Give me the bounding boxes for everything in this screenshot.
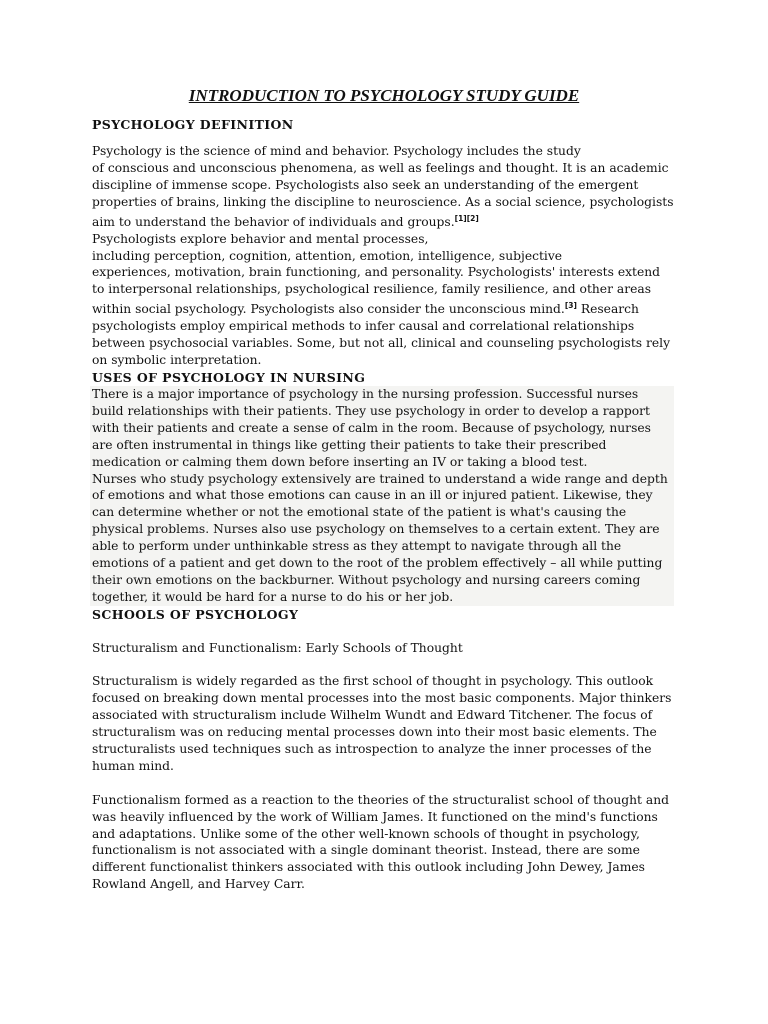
- section-heading-nursing: USES OF PSYCHOLOGY IN NURSING: [92, 369, 366, 385]
- text-line: between psychosocial variables. Some, but not all, clinical and counseling psychologists rely: [92, 336, 671, 351]
- citation-link[interactable]: [3]: [564, 301, 577, 311]
- nursing-paragraph: [90, 386, 674, 606]
- text-line: physical problems. Nurses also use psychology on themselves to a certain extent. They are: [92, 522, 660, 537]
- definition-paragraph: [92, 143, 676, 369]
- text-line: and adaptations. Unlike some of the other well-known schools of thought in psychology,: [92, 826, 640, 841]
- text-line: emotions of a patient and get down to the root of the problem effectively – all while putting: [92, 556, 663, 571]
- text-line: Functionalism formed as a reaction to the theories of the structuralist school of thought and: [92, 792, 670, 807]
- text-line: together, it would be hard for a nurse to do his or her job.: [92, 589, 454, 604]
- text-line: Structuralism is widely regarded as the first school of thought in psychology. This outlook: [92, 674, 654, 689]
- text-line: structuralists used techniques such as introspection to analyze the inner processes of the: [92, 742, 652, 757]
- text-line: of conscious and unconscious phenomena, as well as feelings and thought. It is an academic: [92, 160, 669, 175]
- text-line: human mind.: [92, 758, 174, 773]
- text-line: experiences, motivation, brain functioning, and personality. Psychologists' interests extend: [92, 265, 661, 280]
- text-line: Rowland Angell, and Harvey Carr.: [92, 877, 305, 892]
- document-title: INTRODUCTION TO PSYCHOLOGY STUDY GUIDE: [188, 86, 580, 105]
- section-heading-definition: PSYCHOLOGY DEFINITION: [92, 117, 294, 132]
- structuralism-paragraph: [92, 673, 676, 774]
- text-line: are often instrumental in things like getting their patients to take their prescribed: [92, 437, 607, 452]
- text-line: able to perform under unthinkable stress as they attempt to navigate through all the: [92, 539, 622, 554]
- text-line: There is a major importance of psychology in the nursing profession. Successful nurses: [92, 386, 639, 401]
- text-line: was heavily influenced by the work of William James. It functioned on the mind's functions: [92, 809, 658, 824]
- text-line: build relationships with their patients. They use psychology in order to develop a rapport: [92, 403, 650, 418]
- text-line-content: aim to understand the behavior of individuals and groups.: [92, 214, 455, 229]
- text-line: properties of brains, linking the discipline to neuroscience. As a social science, psychologists: [92, 194, 674, 209]
- text-line-content: within social psychology. Psychologists also consider the unconscious mind.: [92, 302, 565, 317]
- text-line: discipline of immense scope. Psychologists also seek an understanding of the emergent: [92, 177, 639, 192]
- text-line-tail: Research: [576, 302, 639, 317]
- text-line: different functionalist thinkers associated with this outlook including John Dewey, James: [92, 860, 645, 875]
- subheading: Structuralism and Functionalism: Early Schools of Thought: [92, 640, 463, 655]
- text-line: Nurses who study psychology extensively are trained to understand a wide range and depth: [92, 471, 668, 486]
- text-line: including perception, cognition, attention, emotion, intelligence, subjective: [92, 248, 563, 263]
- text-line: of emotions and what those emotions can cause in an ill or injured patient. Likewise, they: [92, 488, 653, 503]
- text-line: focused on breaking down mental processes into the most basic components. Major thinkers: [92, 691, 672, 706]
- text-line: associated with structuralism include Wilhelm Wundt and Edward Titchener. The focus of: [92, 708, 653, 723]
- text-line: can determine whether or not the emotional state of the patient is what's causing the: [92, 505, 627, 520]
- citation-link[interactable]: [1][2]: [454, 213, 479, 223]
- text-line: on symbolic interpretation.: [92, 353, 262, 368]
- text-line: functionalism is not associated with a single dominant theorist. Instead, there are some: [92, 843, 640, 858]
- text-line: psychologists employ empirical methods to infer causal and correlational relationships: [92, 319, 635, 334]
- text-line: to interpersonal relationships, psychological resilience, family resilience, and other areas: [92, 282, 651, 297]
- text-line: structuralism was on reducing mental processes down into their most basic elements. The: [92, 725, 657, 740]
- text-line: Psychologists explore behavior and mental processes,: [92, 231, 429, 246]
- text-line: with their patients and create a sense of calm in the room. Because of psychology, nurses: [92, 420, 651, 435]
- section-heading-schools: SCHOOLS OF PSYCHOLOGY: [92, 606, 299, 622]
- functionalism-paragraph: [92, 792, 676, 893]
- text-line: medication or calming them down before inserting an IV or taking a blood test.: [92, 454, 588, 469]
- text-line: Psychology is the science of mind and behavior. Psychology includes the study: [92, 144, 581, 158]
- text-line: [92, 211, 676, 231]
- text-line: their own emotions on the backburner. Without psychology and nursing careers coming: [92, 572, 641, 587]
- document-page: [92, 86, 676, 893]
- text-line: [92, 298, 676, 318]
